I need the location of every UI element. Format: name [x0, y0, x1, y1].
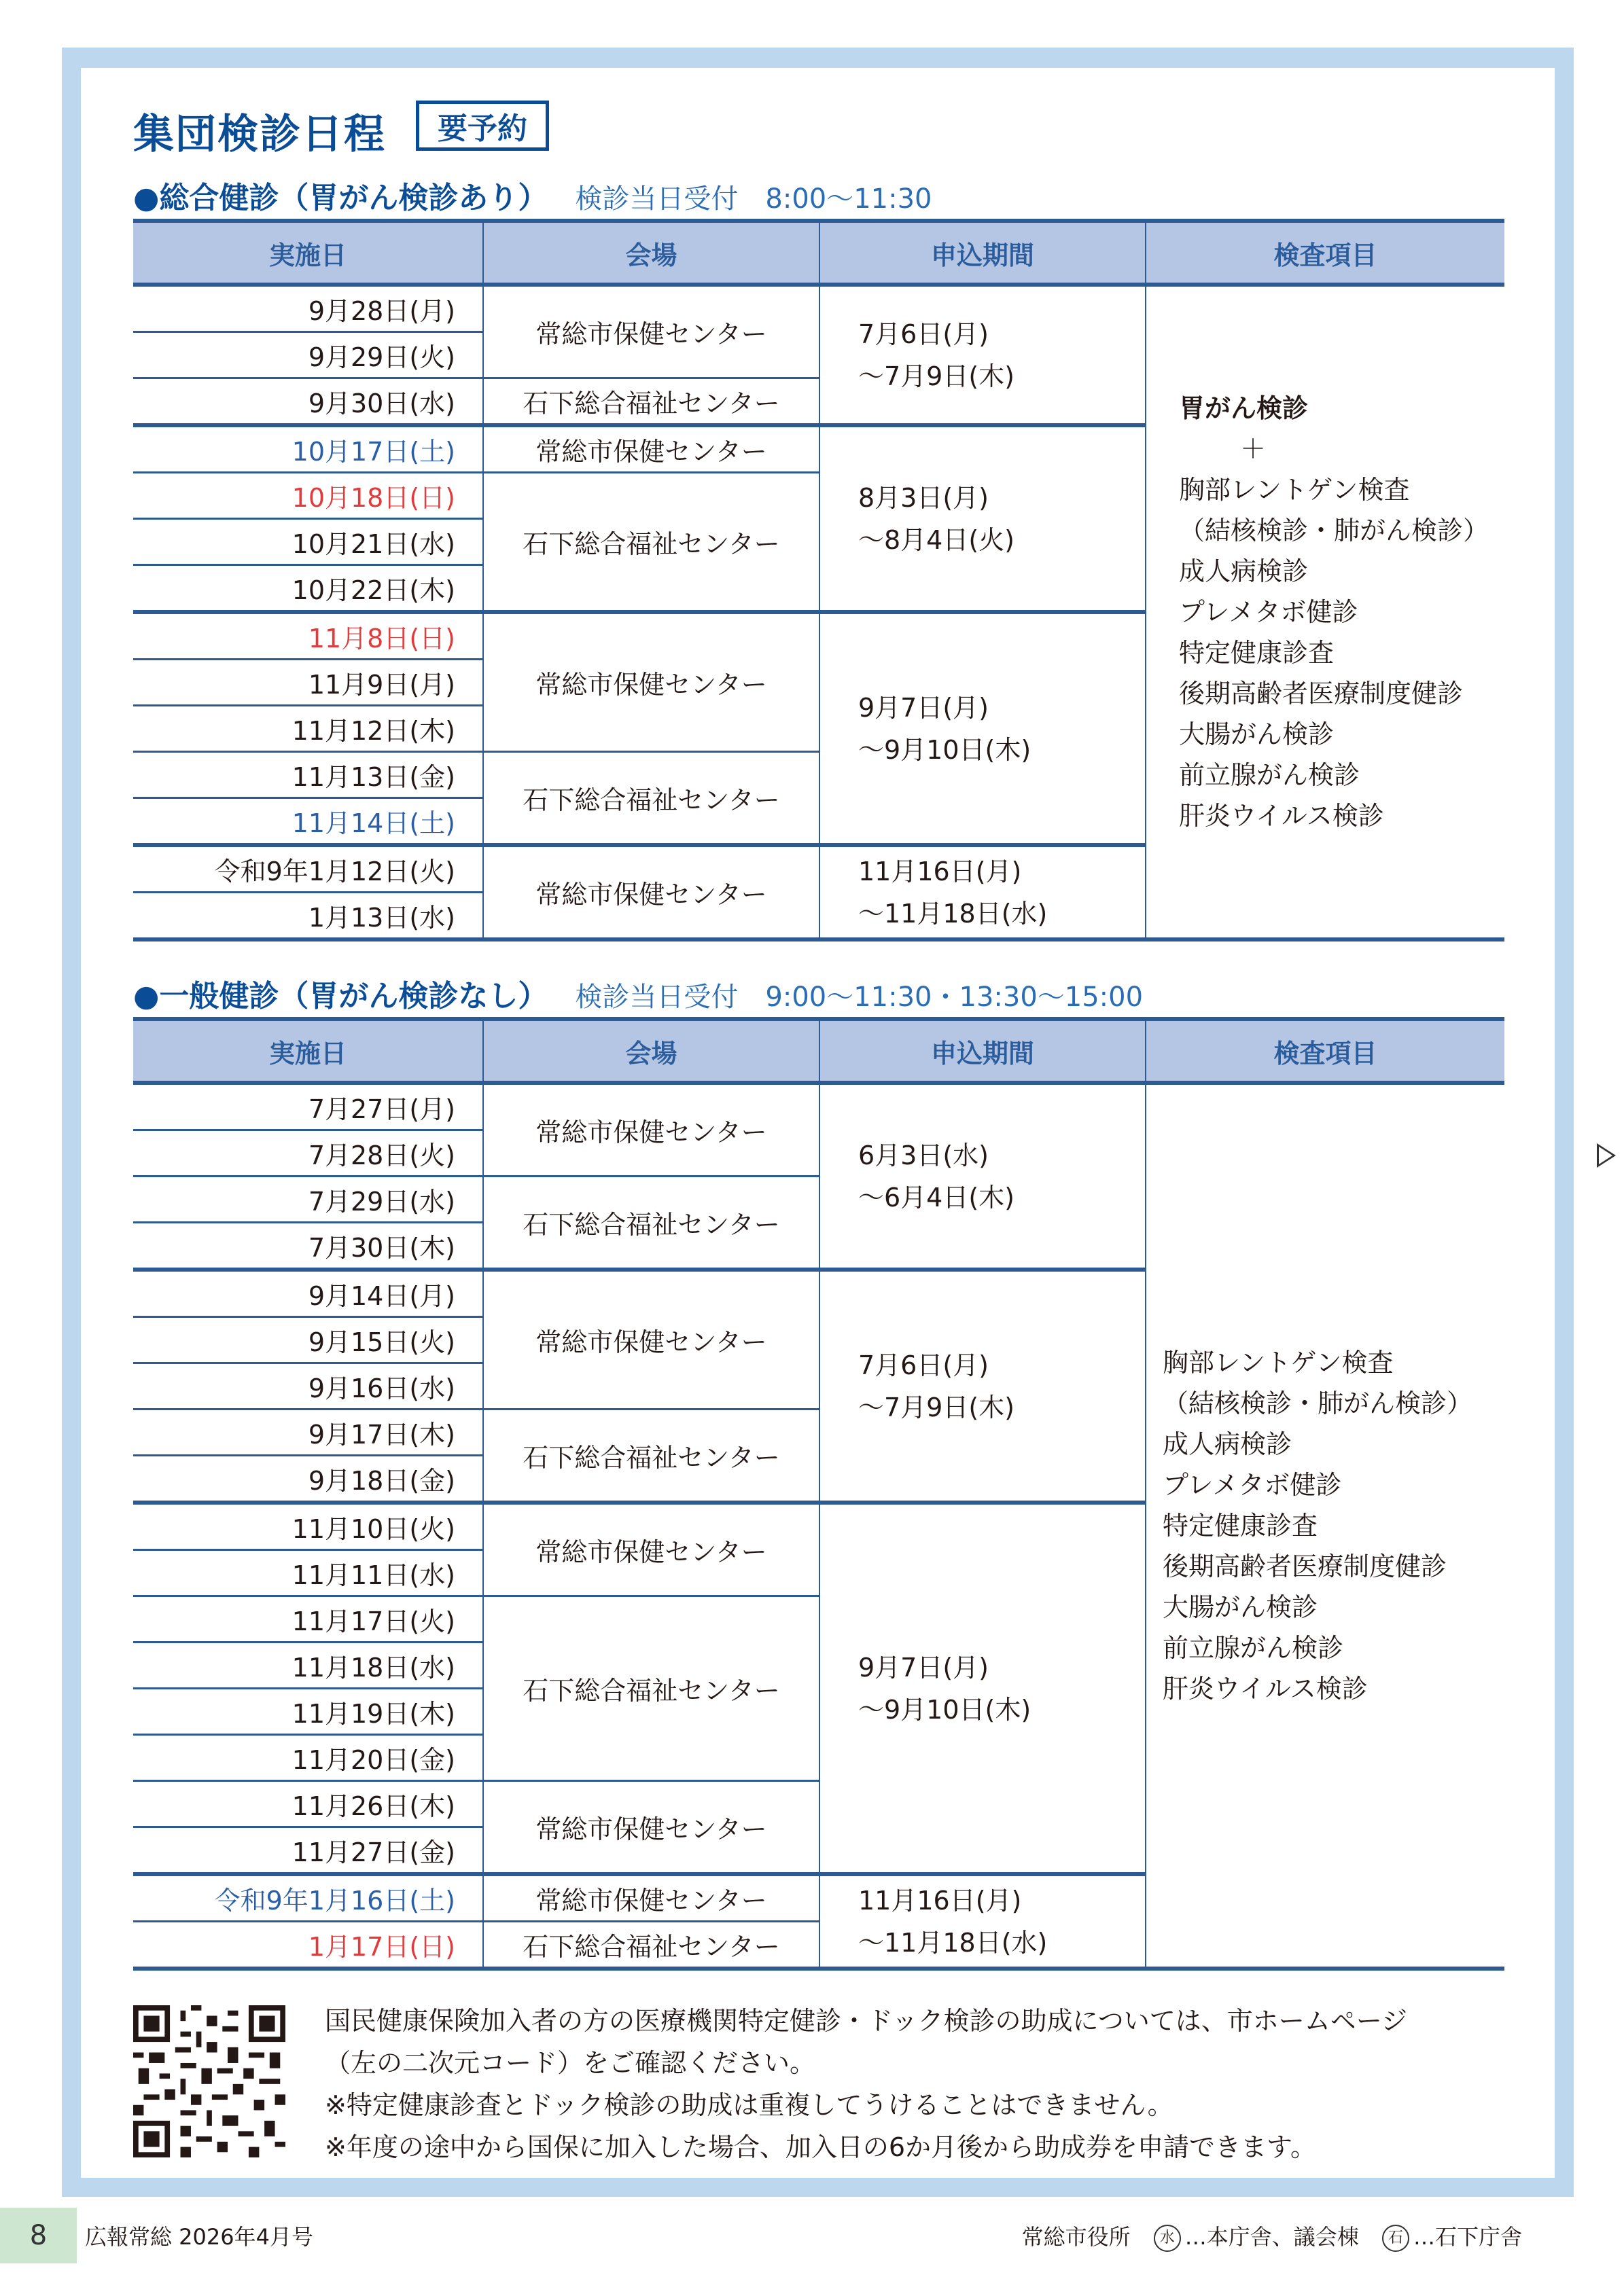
period-to: 〜9月10日(木): [858, 734, 1031, 765]
venue-cell: 常総市保健センター: [483, 1874, 819, 1922]
items-cell: [1146, 285, 1504, 939]
item: 前立腺がん検診: [1179, 760, 1360, 790]
note-line: ※特定健康診査とドック検診の助成は重複してうけることはできません。: [325, 2090, 1173, 2120]
date-cell: 10月21日(水): [133, 519, 483, 565]
item-stomach-cancer: 胃がん検診: [1179, 393, 1309, 423]
period-from: 8月3日(月): [858, 482, 989, 513]
notes: [325, 2000, 1407, 2168]
section2-heading: [133, 971, 1143, 1015]
date-cell: 10月22日(木): [133, 565, 483, 613]
period-cell: [819, 1270, 1146, 1503]
period-from: 6月3日(水): [858, 1140, 989, 1170]
period-cell: [819, 285, 1146, 425]
venue-cell: 石下総合福祉センター: [483, 1177, 819, 1270]
item: 大腸がん検診: [1179, 719, 1335, 749]
venue-cell: 石下総合福祉センター: [483, 1596, 819, 1781]
period-to: 〜8月4日(火): [858, 524, 1015, 555]
item: 大腸がん検診: [1163, 1592, 1318, 1622]
item: プレメタボ健診: [1179, 597, 1358, 627]
item: 肝炎ウイルス検診: [1179, 801, 1384, 831]
date-cell: 9月17日(木): [133, 1410, 483, 1456]
venue-cell: 常総市保健センター: [483, 1270, 819, 1410]
date-cell: 11月14日(土): [133, 798, 483, 846]
items-cell: [1146, 1083, 1504, 1969]
period-from: 9月7日(月): [858, 1652, 989, 1683]
page-number: 8: [0, 2208, 77, 2263]
reservation-required-badge: 要予約: [416, 101, 549, 151]
main-office-label: …本庁舎、議会棟: [1184, 2224, 1359, 2250]
item: 肝炎ウイルス検診: [1163, 1674, 1368, 1704]
venue-cell: 常総市保健センター: [483, 1503, 819, 1596]
table-row: [133, 1083, 1504, 1130]
period-from: 9月7日(月): [858, 692, 989, 723]
item: （結核検診・肺がん検診）: [1163, 1388, 1473, 1418]
item: 後期高齢者医療制度健診: [1163, 1551, 1447, 1581]
section2-title: ●一般健診（胃がん検診なし）: [133, 979, 548, 1014]
col-header-items: 検査項目: [1146, 221, 1504, 285]
office-name: 常総市役所: [1021, 2224, 1131, 2250]
item: 胸部レントゲン検査: [1163, 1348, 1394, 1378]
date-cell: 9月28日(月): [133, 285, 483, 332]
date-cell: 7月29日(水): [133, 1177, 483, 1223]
col-header-period: 申込期間: [819, 221, 1146, 285]
note-line: 国民健康保険加入者の方の医療機関特定健診・ドック検診の助成については、市ホームページ: [325, 2006, 1407, 2036]
section1-reception: 検診当日受付: [575, 183, 739, 215]
period-cell: [819, 1083, 1146, 1270]
col-header-venue: 会場: [483, 221, 819, 285]
period-from: 7月6日(月): [858, 1350, 989, 1380]
date-cell: 11月13日(金): [133, 752, 483, 798]
period-cell: [819, 1503, 1146, 1874]
page-title: 集団検診日程: [133, 111, 386, 158]
date-cell: 11月27日(金): [133, 1827, 483, 1875]
col-header-date: 実施日: [133, 1019, 483, 1083]
item: 特定健康診査: [1163, 1511, 1318, 1541]
period-to: 〜11月18日(水): [858, 898, 1048, 929]
branch-office-mark-icon: 石: [1382, 2225, 1409, 2252]
venue-cell: 石下総合福祉センター: [483, 752, 819, 846]
item: 前立腺がん検診: [1163, 1633, 1344, 1663]
date-cell: 9月16日(水): [133, 1363, 483, 1410]
item: 胸部レントゲン検査: [1179, 475, 1410, 505]
item: 成人病検診: [1163, 1429, 1292, 1459]
basic-checkup-table: [133, 1017, 1504, 1971]
office-legend: [1022, 2220, 1522, 2252]
qr-code-icon[interactable]: [133, 2005, 285, 2158]
venue-cell: 常総市保健センター: [483, 425, 819, 473]
section1-heading: [133, 173, 932, 217]
period-cell: [819, 845, 1146, 939]
period-to: 〜6月4日(木): [858, 1182, 1015, 1213]
item: 後期高齢者医療制度健診: [1179, 679, 1464, 708]
date-cell: 1月17日(日): [133, 1922, 483, 1969]
date-cell: 9月29日(火): [133, 332, 483, 378]
date-cell: 11月10日(火): [133, 1503, 483, 1550]
venue-cell: 常総市保健センター: [483, 285, 819, 378]
venue-cell: 常総市保健センター: [483, 1781, 819, 1875]
item: 特定健康診査: [1179, 638, 1335, 668]
date-cell: 令和9年1月12日(火): [133, 845, 483, 893]
period-to: 〜7月9日(木): [858, 361, 1015, 391]
period-to: 〜9月10日(木): [858, 1694, 1031, 1725]
item: （結核検診・肺がん検診）: [1179, 516, 1489, 545]
date-cell: 10月18日(日): [133, 473, 483, 519]
date-cell: 11月9日(月): [133, 660, 483, 706]
period-cell: [819, 425, 1146, 612]
period-cell: [819, 1874, 1146, 1969]
branch-office-label: …石下庁舎: [1413, 2224, 1522, 2250]
period-to: 〜7月9日(木): [858, 1392, 1015, 1422]
date-cell: 9月18日(金): [133, 1456, 483, 1503]
date-cell: 9月30日(水): [133, 378, 483, 426]
period-from: 7月6日(月): [858, 319, 989, 349]
main-office-mark-icon: 水: [1154, 2225, 1181, 2252]
date-cell: 9月14日(月): [133, 1270, 483, 1317]
note-line: （左の二次元コード）をご確認ください。: [325, 2048, 816, 2078]
period-from: 11月16日(月): [858, 856, 1022, 886]
period-cell: [819, 612, 1146, 845]
item: 成人病検診: [1179, 556, 1309, 586]
section2-time: 9:00〜11:30・13:30〜15:00: [765, 982, 1144, 1013]
plus-sign: ＋: [1240, 434, 1267, 464]
col-header-date: 実施日: [133, 221, 483, 285]
section1-time: 8:00〜11:30: [765, 183, 932, 215]
venue-cell: 石下総合福祉センター: [483, 1922, 819, 1969]
col-header-venue: 会場: [483, 1019, 819, 1083]
date-cell: 11月26日(木): [133, 1781, 483, 1827]
col-header-period: 申込期間: [819, 1019, 1146, 1083]
period-to: 〜11月18日(水): [858, 1927, 1048, 1958]
date-cell: 7月30日(木): [133, 1223, 483, 1270]
venue-cell: 常総市保健センター: [483, 1083, 819, 1177]
date-cell: 7月27日(月): [133, 1083, 483, 1130]
next-page-arrow-icon[interactable]: [1597, 1143, 1616, 1168]
date-cell: 10月17日(土): [133, 425, 483, 473]
section2-reception: 検診当日受付: [575, 982, 739, 1013]
venue-cell: 常総市保健センター: [483, 845, 819, 939]
venue-cell: 石下総合福祉センター: [483, 378, 819, 426]
date-cell: 7月28日(火): [133, 1130, 483, 1177]
date-cell: 11月12日(木): [133, 706, 483, 752]
venue-cell: 石下総合福祉センター: [483, 1410, 819, 1503]
col-header-items: 検査項目: [1146, 1019, 1504, 1083]
date-cell: 11月17日(火): [133, 1596, 483, 1643]
date-cell: 11月19日(木): [133, 1689, 483, 1735]
period-from: 11月16日(月): [858, 1885, 1022, 1916]
date-cell: 1月13日(水): [133, 893, 483, 940]
section1-title: ●総合健診（胃がん検診あり）: [133, 181, 548, 215]
general-checkup-table: [133, 219, 1504, 941]
note-line: ※年度の途中から国保に加入した場合、加入日の6か月後から助成券を申請できます。: [325, 2132, 1316, 2162]
venue-cell: 常総市保健センター: [483, 612, 819, 752]
date-cell: 9月15日(火): [133, 1317, 483, 1363]
magazine-issue: 広報常総 2026年4月号: [85, 2224, 313, 2250]
table-row: [133, 285, 1504, 332]
date-cell: 令和9年1月16日(土): [133, 1874, 483, 1922]
date-cell: 11月20日(金): [133, 1735, 483, 1781]
date-cell: 11月11日(水): [133, 1550, 483, 1596]
item: プレメタボ健診: [1163, 1470, 1342, 1500]
date-cell: 11月18日(水): [133, 1643, 483, 1689]
venue-cell: 石下総合福祉センター: [483, 473, 819, 613]
date-cell: 11月8日(日): [133, 612, 483, 660]
